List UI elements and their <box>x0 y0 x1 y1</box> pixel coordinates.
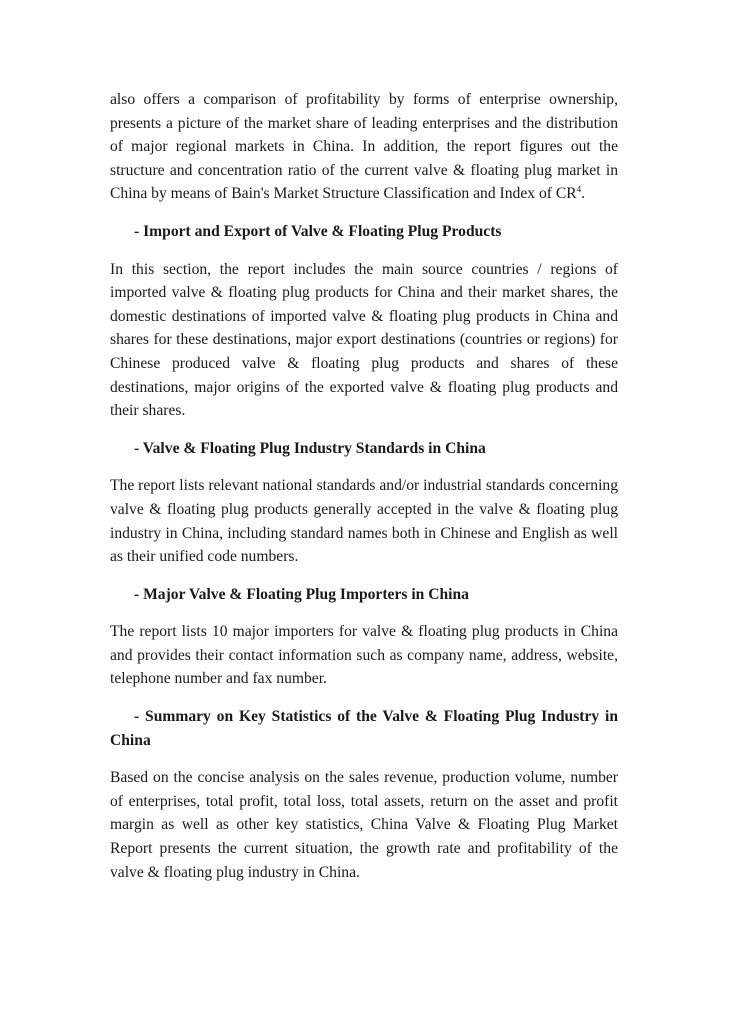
intro-paragraph-tail: . <box>581 185 586 203</box>
summary-heading: - Summary on Key Statistics of the Valve & Floating Plug Industry in China <box>110 708 618 749</box>
importers-paragraph: The report lists 10 major importers for valve & floating plug products in China and provides their contact information such as company name, address, website, telephone number and fax number. <box>110 623 618 688</box>
standards-heading: - Valve & Floating Plug Industry Standards in China <box>134 439 486 457</box>
intro-paragraph-text: also offers a comparison of profitability by forms of enterprise ownership, presents a picture of the market share of leading enterprises and the distribution of major regional markets in China. In addition, the report figures out the structure and concentration ratio of the current valve & floating plug market in China by means of Bain's Market Structure Classification and Index of CR <box>110 91 618 203</box>
standards-paragraph: The report lists relevant national standards and/or industrial standards concerning valve & floating plug products generally accepted in the valve & floating plug industry in China, including standard names both in Chinese and English as well as their unified code numbers. <box>110 477 618 566</box>
import-export-paragraph: In this section, the report includes the main source countries / regions of imported valve & floating plug products for China and their market shares, the domestic destinations of imported valve & floating plug products in China and shares for these destinations, major export destinations (countries or regions) for Chinese produced valve & floating plug products and shares of these destinations, major origins of the exported valve & floating plug products and their shares. <box>110 260 618 420</box>
cr-superscript: 4 <box>576 184 582 195</box>
importers-heading: - Major Valve & Floating Plug Importers in China <box>134 585 469 603</box>
import-export-heading: - Import and Export of Valve & Floating Plug Products <box>134 222 502 240</box>
intro-paragraph <box>110 88 618 206</box>
summary-paragraph: Based on the concise analysis on the sales revenue, production volume, number of enterprises, total profit, total loss, total assets, return on the asset and profit margin as well as other key statistics, China Valve & Floating Plug Market Report presents the current situation, the growth rate and profitability of the valve & floating plug industry in China. <box>110 769 618 881</box>
